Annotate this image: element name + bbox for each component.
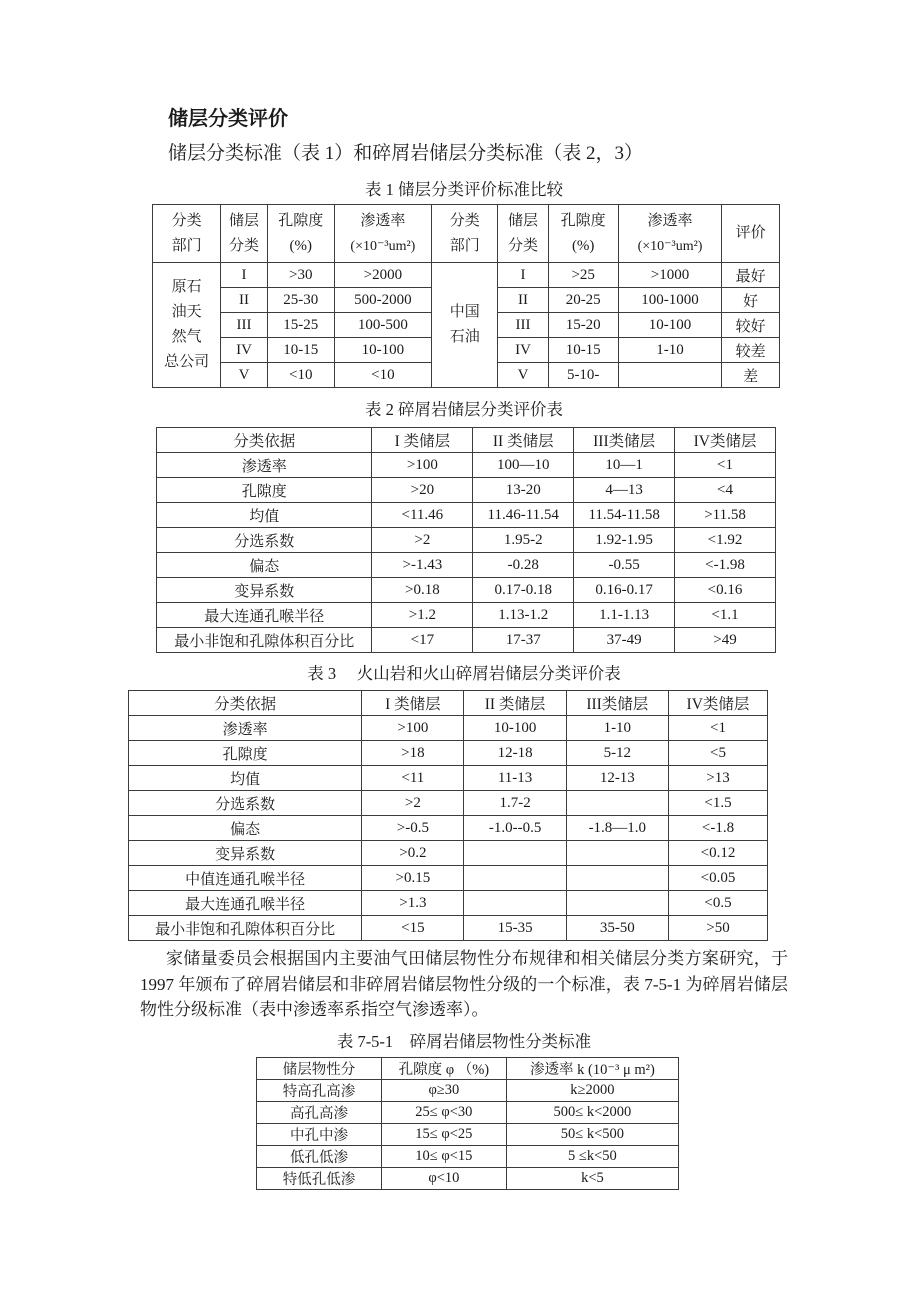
table-cell: 1.95-2 (473, 528, 574, 553)
table-cell (566, 841, 668, 866)
table-cell: <10 (334, 363, 431, 388)
table-cell: >-1.43 (372, 553, 473, 578)
table-cell: 孔隙度 (157, 478, 372, 503)
table-cell: -0.28 (473, 553, 574, 578)
table-row (157, 453, 776, 478)
table-cell: 11.54-11.58 (574, 503, 675, 528)
table-row (129, 741, 768, 766)
table-cell: IV (221, 338, 267, 363)
table-row (153, 205, 780, 263)
header-cell: 评价 (722, 205, 780, 263)
table-cell: >1.3 (362, 891, 464, 916)
table-cell: 10-15 (548, 338, 618, 363)
table-cell: 13-20 (473, 478, 574, 503)
table-cell: 特低孔低渗 (257, 1167, 382, 1189)
table2-caption: 表 2 碎屑岩储层分类评价表 (365, 400, 563, 419)
table-cell: <17 (372, 628, 473, 653)
table-row (157, 428, 776, 453)
table-cell: 4—13 (574, 478, 675, 503)
header-cell: 渗透率 (×10⁻³um²) (618, 205, 721, 263)
table-cell: IV (498, 338, 548, 363)
org-right-cell: 中国 石油 (431, 263, 497, 388)
table-row (157, 578, 776, 603)
table-cell: III (498, 313, 548, 338)
table-cell: 渗透率 (157, 453, 372, 478)
table-cell: 5-10- (548, 363, 618, 388)
table-row (129, 716, 768, 741)
table-cell: 0.16-0.17 (574, 578, 675, 603)
table-cell: 15-35 (464, 916, 566, 941)
table-row (257, 1101, 679, 1123)
table-cell: 35-50 (566, 916, 668, 941)
table-cell: 50≤ k<500 (506, 1123, 678, 1145)
table-cell: <1.5 (668, 791, 767, 816)
table-cell: >100 (372, 453, 473, 478)
table-row (157, 528, 776, 553)
table-cell: 最小非饱和孔隙体积百分比 (157, 628, 372, 653)
table-cell: 较差 (722, 338, 780, 363)
table-cell: 孔隙度 (129, 741, 362, 766)
table-cell: >1.2 (372, 603, 473, 628)
table-cell: >30 (267, 263, 334, 288)
table-row (129, 841, 768, 866)
header-cell: 储层 分类 (221, 205, 267, 263)
header-cell: III类储层 (566, 691, 668, 716)
table-cell: >18 (362, 741, 464, 766)
table-cell: <11 (362, 766, 464, 791)
table-cell: <-1.98 (675, 553, 776, 578)
table-cell (464, 891, 566, 916)
table-cell: 偏态 (157, 553, 372, 578)
table-cell: <10 (267, 363, 334, 388)
table-cell: 12-13 (566, 766, 668, 791)
table-cell: 1.7-2 (464, 791, 566, 816)
table-cell: 变异系数 (157, 578, 372, 603)
table-cell: 分选系数 (129, 791, 362, 816)
table-cell: 差 (722, 363, 780, 388)
table-cell: φ≥30 (381, 1079, 506, 1101)
table-cell: -0.55 (574, 553, 675, 578)
table-cell: 最大连通孔喉半径 (157, 603, 372, 628)
table-cell: 100-1000 (618, 288, 721, 313)
table-cell: >-0.5 (362, 816, 464, 841)
table-cell: <1.1 (675, 603, 776, 628)
table-cell: 高孔高渗 (257, 1101, 382, 1123)
header-cell: III类储层 (574, 428, 675, 453)
table-cell: V (221, 363, 267, 388)
header-cell: 渗透率 k (10⁻³ μ m²) (506, 1057, 678, 1079)
org-left-cell: 原石 油天 然气 总公司 (153, 263, 221, 388)
table-cell: 12-18 (464, 741, 566, 766)
table-cell: 37-49 (574, 628, 675, 653)
table-row (157, 603, 776, 628)
header-cell: I 类储层 (372, 428, 473, 453)
table-cell: 5-12 (566, 741, 668, 766)
table-cell: 100-500 (334, 313, 431, 338)
table-cell: 中孔中渗 (257, 1123, 382, 1145)
table-cell: >11.58 (675, 503, 776, 528)
table-cell: 中值连通孔喉半径 (129, 866, 362, 891)
table-row (157, 553, 776, 578)
table-cell: k<5 (506, 1167, 678, 1189)
table-cell: 20-25 (548, 288, 618, 313)
table-cell: 11-13 (464, 766, 566, 791)
table-cell: 均值 (129, 766, 362, 791)
table-cell: 17-37 (473, 628, 574, 653)
table-cell: I (221, 263, 267, 288)
table-row (129, 866, 768, 891)
table-cell: >0.15 (362, 866, 464, 891)
table-cell: 25-30 (267, 288, 334, 313)
table-cell (464, 866, 566, 891)
table-cell: 1.13-1.2 (473, 603, 574, 628)
table-cell: 1-10 (618, 338, 721, 363)
table-cell: <0.5 (668, 891, 767, 916)
table-cell: 15-25 (267, 313, 334, 338)
table-row (153, 263, 780, 288)
table-cell: <15 (362, 916, 464, 941)
table1-caption: 表 1 储层分类评价标准比较 (365, 180, 563, 199)
table-cell: 特高孔高渗 (257, 1079, 382, 1101)
table-cell (566, 891, 668, 916)
table-cell: 10—1 (574, 453, 675, 478)
table-cell: >13 (668, 766, 767, 791)
table-row (257, 1123, 679, 1145)
body-paragraph: 家储量委员会根据国内主要油气田储层物性分布规律和相关储层分类方案研究，于 1997 年颁布了碎屑岩储层和非碎屑岩储层物性分级的一个标准，表 7-5-1 为碎屑岩储层物性分级标准（表中渗透率系指空气渗透率）。 (140, 949, 788, 1019)
table-cell (566, 866, 668, 891)
table3-caption: 表 3 火山岩和火山碎屑岩储层分类评价表 (307, 664, 621, 683)
table-cell: k≥2000 (506, 1079, 678, 1101)
table-cell: 低孔低渗 (257, 1145, 382, 1167)
table-row (257, 1079, 679, 1101)
table-cell: III (221, 313, 267, 338)
table-cell: <1.92 (675, 528, 776, 553)
table-cell: 11.46-11.54 (473, 503, 574, 528)
table-cell (618, 363, 721, 388)
page-title: 储层分类评价 (168, 108, 288, 130)
table-cell: 0.17-0.18 (473, 578, 574, 603)
header-cell: I 类储层 (362, 691, 464, 716)
header-cell: 渗透率 (×10⁻³um²) (334, 205, 431, 263)
table-cell: <1 (675, 453, 776, 478)
table-row (257, 1167, 679, 1189)
table-cell: 25≤ φ<30 (381, 1101, 506, 1123)
table-cell: II (498, 288, 548, 313)
header-cell: 孔隙度 φ （%) (381, 1057, 506, 1079)
header-cell: IV类储层 (668, 691, 767, 716)
table-cell: <1 (668, 716, 767, 741)
table3-volcanic-reservoir-evaluation (128, 690, 768, 941)
header-cell: 储层物性分 (257, 1057, 382, 1079)
table-cell: >2000 (334, 263, 431, 288)
table-row (257, 1057, 679, 1079)
table-cell: >0.2 (362, 841, 464, 866)
table751-physical-property-classification (256, 1057, 679, 1190)
table-cell: -1.8—1.0 (566, 816, 668, 841)
header-cell: 分类 部门 (431, 205, 497, 263)
header-cell: 孔隙度 (%) (548, 205, 618, 263)
header-cell: II 类储层 (473, 428, 574, 453)
table-cell: 500≤ k<2000 (506, 1101, 678, 1123)
table-cell: I (498, 263, 548, 288)
table-row (157, 628, 776, 653)
table-cell: <-1.8 (668, 816, 767, 841)
header-cell: 分类依据 (157, 428, 372, 453)
intro-line: 储层分类标准（表 1）和碎屑岩储层分类标准（表 2，3） (168, 143, 644, 164)
table2-clastic-reservoir-evaluation (156, 427, 776, 653)
table-cell (566, 791, 668, 816)
table-cell: 渗透率 (129, 716, 362, 741)
table-cell: 1.92-1.95 (574, 528, 675, 553)
table-cell: 较好 (722, 313, 780, 338)
table-cell: >25 (548, 263, 618, 288)
table-cell: 10-100 (464, 716, 566, 741)
table-row (129, 891, 768, 916)
header-cell: 孔隙度 (%) (267, 205, 334, 263)
table-cell: >49 (675, 628, 776, 653)
table-cell: >2 (362, 791, 464, 816)
table-cell: >20 (372, 478, 473, 503)
table-cell: <0.12 (668, 841, 767, 866)
table-cell: 变异系数 (129, 841, 362, 866)
table-row (129, 816, 768, 841)
table-cell: 5 ≤k<50 (506, 1145, 678, 1167)
table-cell: <4 (675, 478, 776, 503)
table-cell: -1.0--0.5 (464, 816, 566, 841)
table-cell: V (498, 363, 548, 388)
header-cell: 分类依据 (129, 691, 362, 716)
header-cell: IV类储层 (675, 428, 776, 453)
table-cell: 偏态 (129, 816, 362, 841)
table-cell: 最小非饱和孔隙体积百分比 (129, 916, 362, 941)
table-cell: >100 (362, 716, 464, 741)
header-cell: 储层 分类 (498, 205, 548, 263)
table-cell: >50 (668, 916, 767, 941)
table-cell: 15-20 (548, 313, 618, 338)
table-cell: 15≤ φ<25 (381, 1123, 506, 1145)
table-cell: 500-2000 (334, 288, 431, 313)
table-cell: <5 (668, 741, 767, 766)
header-cell: 分类 部门 (153, 205, 221, 263)
table1-reservoir-classification-comparison (152, 204, 780, 388)
table-cell: >0.18 (372, 578, 473, 603)
table-cell: 最好 (722, 263, 780, 288)
table-cell: 最大连通孔喉半径 (129, 891, 362, 916)
table-cell: 10-100 (334, 338, 431, 363)
table-cell: 10-100 (618, 313, 721, 338)
table-row (129, 916, 768, 941)
table-cell: >1000 (618, 263, 721, 288)
table-cell: 1-10 (566, 716, 668, 741)
table-row (129, 791, 768, 816)
table-row (129, 766, 768, 791)
table-cell: φ<10 (381, 1167, 506, 1189)
table-cell: 均值 (157, 503, 372, 528)
table-row (129, 691, 768, 716)
table-cell: 好 (722, 288, 780, 313)
table-cell: II (221, 288, 267, 313)
table-row (157, 503, 776, 528)
table-cell: >2 (372, 528, 473, 553)
table751-caption: 表 7-5-1 碎屑岩储层物性分类标准 (336, 1031, 592, 1051)
header-cell: II 类储层 (464, 691, 566, 716)
table-row (257, 1145, 679, 1167)
table-cell: 分选系数 (157, 528, 372, 553)
table-cell (464, 841, 566, 866)
table-cell: 10-15 (267, 338, 334, 363)
table-cell: 100—10 (473, 453, 574, 478)
table-cell: 10≤ φ<15 (381, 1145, 506, 1167)
table-cell: <0.16 (675, 578, 776, 603)
table-cell: 1.1-1.13 (574, 603, 675, 628)
table-cell: <11.46 (372, 503, 473, 528)
table-row (157, 478, 776, 503)
table-cell: <0.05 (668, 866, 767, 891)
